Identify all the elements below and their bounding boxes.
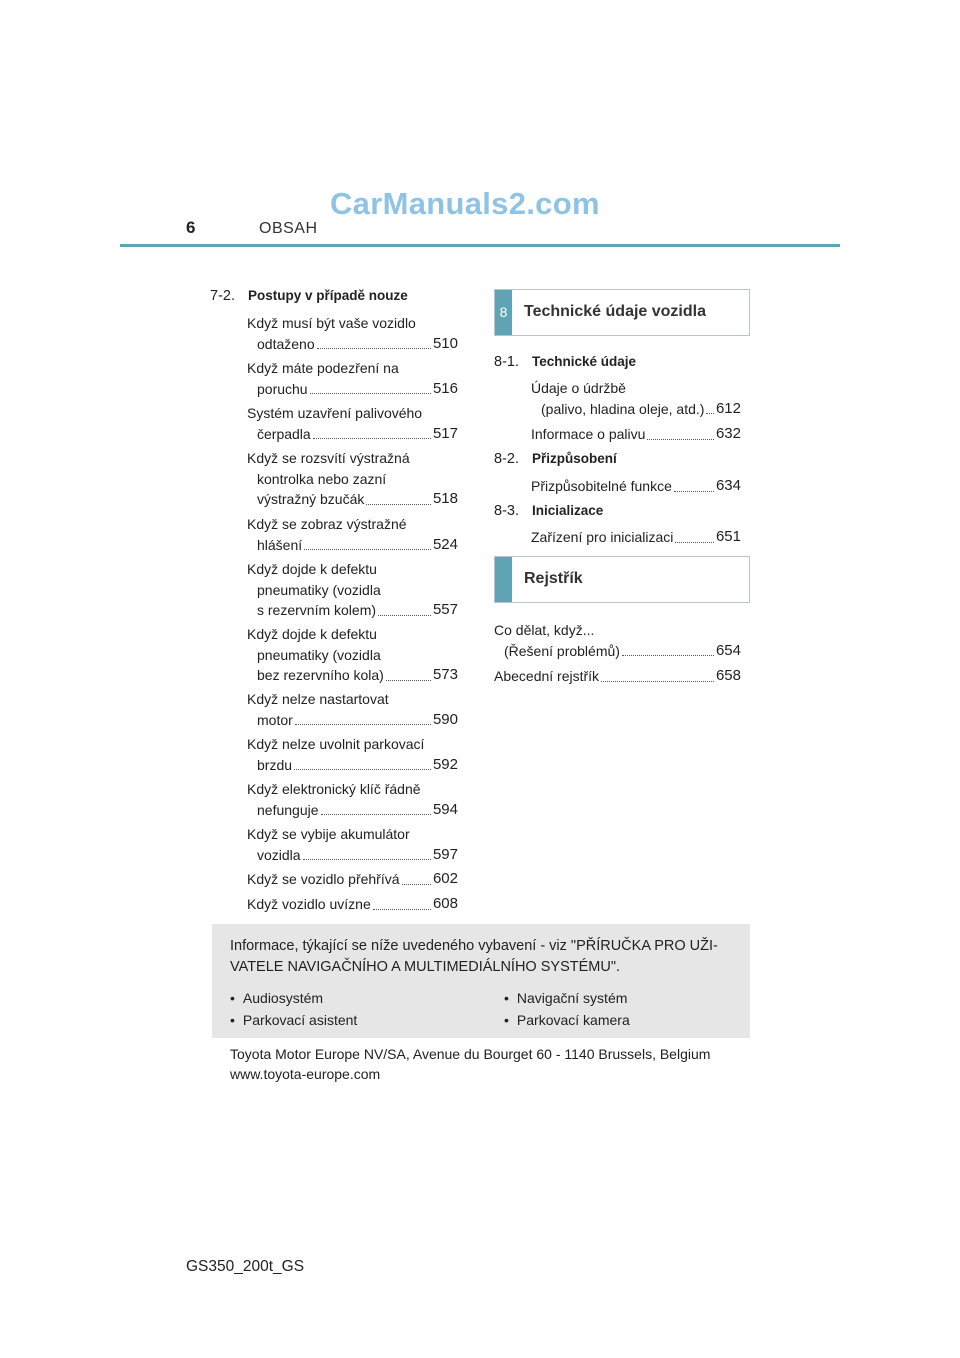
toc-entry-line: Když elektronický klíč řádně [247,781,421,797]
toc-entry-text: nefunguje [257,801,319,818]
toc-entry-text: brzdu [257,756,293,773]
toc-entry-line: Když máte podezření na [247,360,399,376]
toc-entry[interactable] [494,666,741,687]
toc-entry[interactable] [247,448,458,510]
toc-entry[interactable] [247,313,458,354]
leader-dots [294,769,431,770]
toc-entry-text: bez rezervního kola) [257,667,384,683]
section-number: 7-2. [210,288,235,304]
notice-text: Informace, týkající se níže uvedeného vybavení - viz "PŘÍRUČKA PRO UŽI-VATELE NAVIGAČNÍHO A MULTIMEDIÁLNÍHO SYSTÉMU". [230,938,718,975]
toc-entry-text: čerpadla [257,425,311,442]
toc-entry-text: vozidla [257,846,301,863]
section-title: Inicializace [532,503,604,518]
page-number: 6 [186,218,196,237]
leader-dots [373,909,431,910]
toc-page-number: 654 [715,641,741,659]
toc-entry-line: Když musí být vaše vozidlo [247,315,416,331]
section-8-3-heading [494,503,603,519]
website-link[interactable]: www.toyota-europe.com [230,1066,381,1082]
toc-entry-line: pneumatiky (vozidla [257,646,381,663]
toc-entry[interactable] [247,734,458,775]
toc-entry[interactable] [247,894,458,915]
toc-entry-text: hlášení [257,536,303,553]
bullet-item: • Navigační systém [504,990,627,1006]
toc-entry-text: Když se vozidlo přehřívá [247,871,400,887]
section-title: Technické údaje [532,354,637,369]
leader-dots [386,680,431,681]
toc-page-number: 592 [432,755,458,773]
toc-page-number: 510 [432,334,458,352]
toc-entry-line: Když se rozsvítí výstražná [247,450,410,466]
section-number: 8-2. [494,451,519,467]
bullet-item: • Audiosystém [230,990,323,1006]
toc-page-number: 651 [715,528,741,545]
toc-entry[interactable] [247,779,458,820]
toc-entry-line: Když dojde k defektu [247,626,377,642]
toc-page-number: 524 [432,535,458,553]
leader-dots [675,542,714,543]
toc-entry-line: Údaje o údržbě [531,380,626,396]
leader-dots [303,859,431,860]
chapter-tab: 8 [495,290,512,335]
section-title: Postupy v případě nouze [248,288,408,303]
toc-entry-text: Když vozidlo uvízne [247,896,371,912]
toc-page-number: 594 [432,800,458,818]
leader-dots [310,393,431,394]
leader-dots [366,504,431,505]
toc-entry[interactable] [247,559,458,621]
footer-model-code: GS350_200t_GS [186,1258,305,1275]
toc-entry-text: Zařízení pro inicializaci [531,529,674,545]
index-box[interactable] [494,556,750,603]
toc-entry[interactable] [247,689,458,730]
toc-page-number: 516 [432,379,458,397]
section-8-2-heading [494,451,617,467]
leader-dots [647,439,714,440]
toc-entry-line: Když nelze nastartovat [247,691,389,707]
toc-page-number: 597 [432,845,458,863]
toc-entry[interactable] [247,869,458,890]
toc-page-number: 612 [715,399,741,417]
leader-dots [321,814,431,815]
toc-entry-line: Systém uzavření palivového [247,405,423,421]
toc-entry[interactable] [531,378,741,419]
leader-dots [313,438,431,439]
toc-entry-line: Když dojde k defektu [247,561,377,577]
leader-dots [674,491,714,492]
toc-entry-text: Přizpůsobitelné funkce [531,478,672,494]
toc-entry[interactable] [531,424,741,445]
toc-entry-line: Když se zobraz výstražné [247,516,407,532]
header-rule [120,244,840,247]
toc-entry[interactable] [247,824,458,865]
toc-entry-text: Abecední rejstřík [494,668,600,684]
toc-entry-text: (palivo, hladina oleje, atd.) [541,400,705,417]
toc-entry-text: odtaženo [257,335,315,352]
toc-entry-line: kontrolka nebo zazní [257,470,387,487]
toc-entry[interactable] [247,403,458,444]
toc-page-number: 573 [432,666,458,683]
leader-dots [378,615,431,616]
toc-entry[interactable] [494,620,741,661]
section-7-2-heading [210,288,408,304]
section-title: Přizpůsobení [532,451,617,466]
leader-dots [402,884,431,885]
toc-page-number: 557 [432,601,458,618]
toc-entry[interactable] [247,358,458,399]
toc-entry-text: motor [257,711,293,728]
toc-entry[interactable] [531,476,741,497]
toc-entry-line: Když se vybije akumulátor [247,826,410,842]
toc-page-number: 602 [432,870,458,887]
index-title: Rejstřík [524,570,583,587]
toc-page-number: 634 [715,477,741,494]
leader-dots [317,348,431,349]
section-8-1-heading [494,354,636,370]
toc-entry[interactable] [247,624,458,686]
leader-dots [295,724,431,725]
toc-page-number: 590 [432,710,458,728]
toc-page-number: 518 [432,490,458,507]
address [230,1044,710,1084]
toc-entry[interactable] [247,514,458,555]
toc-entry-text: s rezervním kolem) [257,602,377,618]
index-tab [495,557,512,602]
toc-entry-line: Když nelze uvolnit parkovací [247,736,425,752]
toc-entry-text: (Řešení problémů) [504,642,620,659]
toc-entry-line: pneumatiky (vozidla [257,581,381,598]
toc-entry-text: Informace o palivu [531,426,646,442]
leader-dots [622,655,714,656]
toc-page-number: 658 [715,667,741,684]
section-number: 8-3. [494,503,519,519]
chapter-title: Technické údaje vozidla [524,303,706,320]
toc-page-number: 632 [715,425,741,442]
chapter-8-box[interactable] [494,289,750,336]
toc-page-number: 517 [432,424,458,442]
toc-entry-line: Co dělat, když... [494,622,595,638]
address-line: Toyota Motor Europe NV/SA, Avenue du Bourget 60 - 1140 Brussels, Belgium [230,1046,711,1062]
toc-entry[interactable] [531,527,741,548]
toc-page-number: 608 [432,895,458,912]
toc-entry-text: poruchu [257,380,308,397]
bullet-item: • Parkovací kamera [504,1012,630,1028]
header-title: OBSAH [259,220,318,237]
leader-dots [706,413,714,414]
leader-dots [304,549,431,550]
toc-entry-text: výstražný bzučák [257,491,365,507]
notice-box [212,924,750,1038]
leader-dots [601,681,714,682]
bullet-item: • Parkovací asistent [230,1012,357,1028]
section-number: 8-1. [494,354,519,370]
watermark: CarManuals2.com [330,186,600,221]
